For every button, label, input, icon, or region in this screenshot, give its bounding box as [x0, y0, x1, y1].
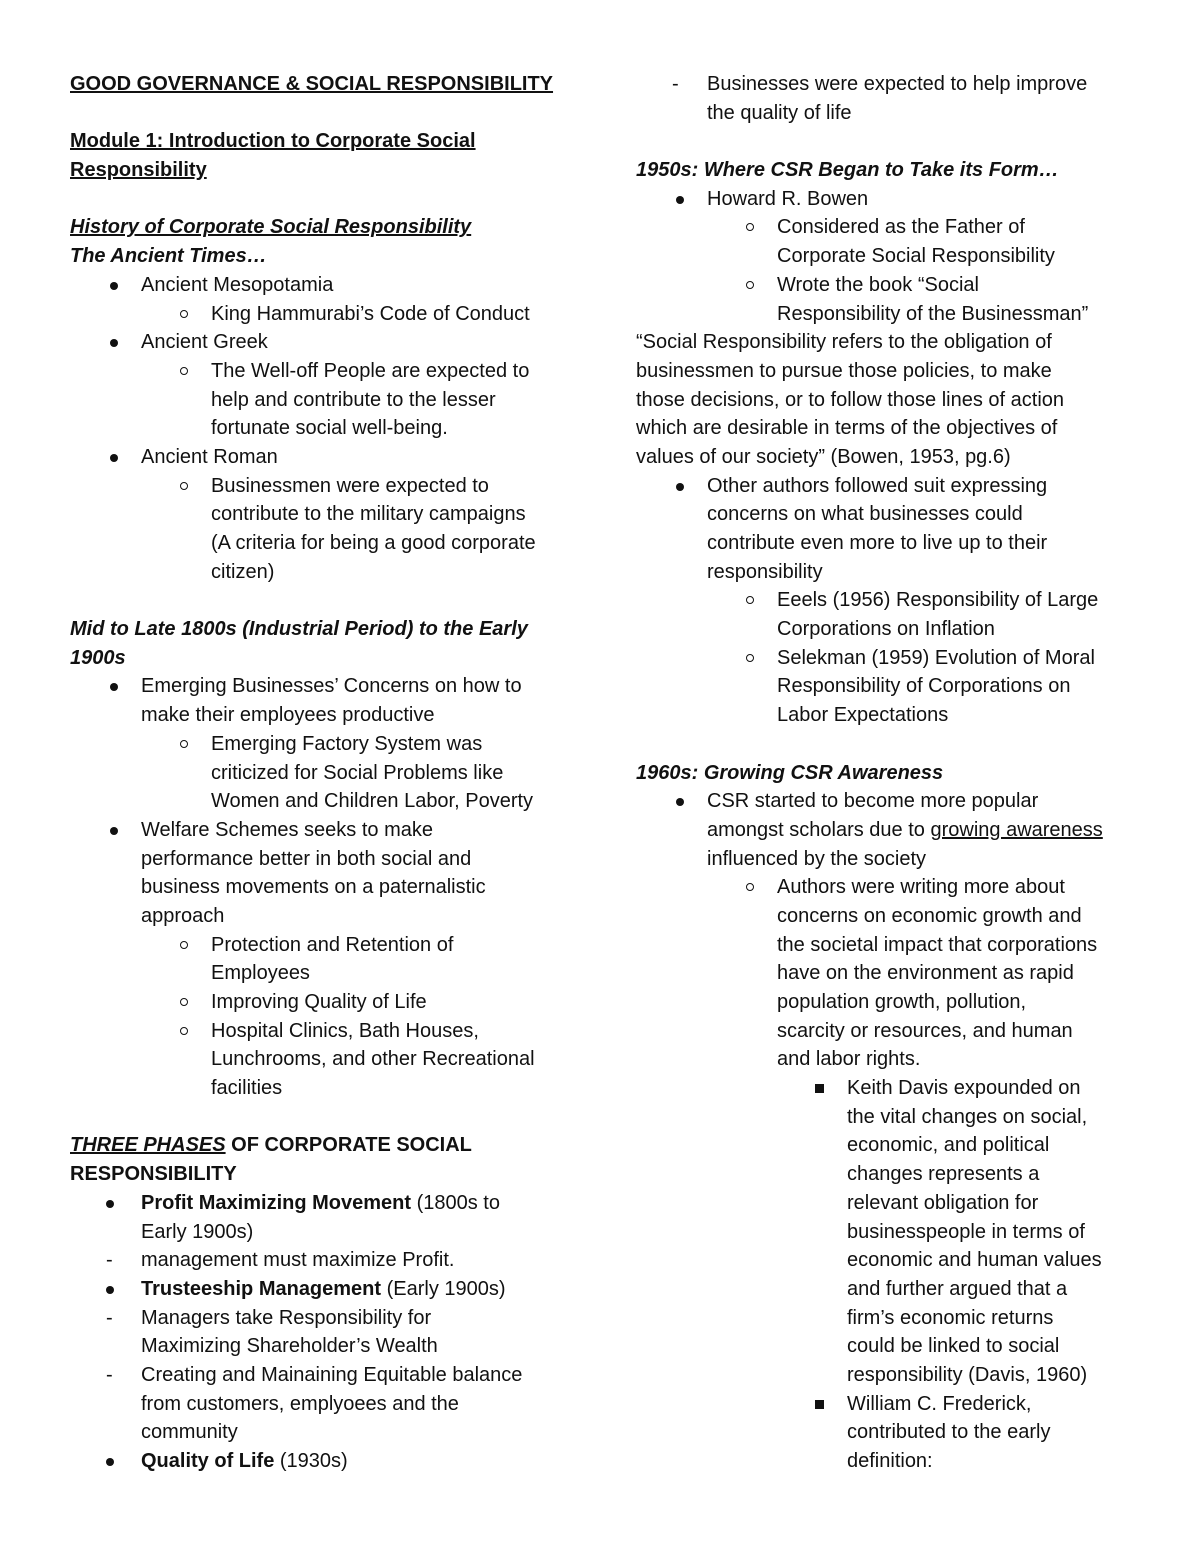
bullet-ancient-greek: Ancient Greek: [70, 328, 580, 357]
bullet-ancient-roman: Ancient Roman: [70, 443, 580, 472]
sub-bullet-greek-line1: The Well-off People are expected to: [70, 357, 580, 386]
sub-bullet-father-line1: Considered as the Father of: [636, 213, 1156, 242]
bullet-profit-line1: Profit Maximizing Movement (1800s to: [70, 1189, 580, 1218]
sub-bullet-greek-line2: help and contribute to the lesser: [211, 388, 496, 411]
bullet-dot-icon: [110, 683, 118, 691]
bullet-profit-line2: Early 1900s): [141, 1220, 254, 1243]
bullet-csr-popular-line1: CSR started to become more popular: [636, 787, 1156, 816]
sub-sub-bullet-davis-line2: the vital changes on social,: [847, 1105, 1088, 1128]
bullet-other-authors-line2: concerns on what businesses could: [707, 503, 1023, 526]
bullet-dot-icon: [110, 282, 118, 290]
bullet-other-authors-line1: Other authors followed suit expressing: [636, 472, 1156, 501]
bullet-circle-icon: [180, 367, 188, 375]
bullet-circle-icon: [180, 310, 188, 318]
bullet-emerging-line1: Emerging Businesses’ Concerns on how to: [70, 672, 580, 701]
bullet-emerging-line2: make their employees productive: [141, 704, 435, 727]
sub-bullet-authors-line4: have on the environment as rapid: [777, 962, 1074, 985]
bullet-square-icon: [815, 1084, 824, 1093]
sub-bullet-roman-line1: Businessmen were expected to: [70, 472, 580, 501]
phases-heading-line1: THREE PHASES OF CORPORATE SOCIAL: [70, 1134, 472, 1157]
sub-bullet-roman-line4: citizen): [211, 560, 275, 583]
subheading-industrial-line2: 1900s: [70, 646, 126, 669]
sub-bullet-roman-line3: (A criteria for being a good corporate: [211, 532, 536, 554]
bullet-circle-icon: [746, 281, 754, 289]
sub-bullet-quality: Improving Quality of Life: [70, 988, 580, 1017]
dash-creating-line2: from customers, emplyoees and the: [141, 1392, 459, 1415]
sub-bullet-eeels-line1: Eeels (1956) Responsibility of Large: [636, 586, 1156, 615]
sub-sub-bullet-davis-line4: changes represents a: [847, 1163, 1040, 1186]
bullet-dot-icon: [676, 196, 684, 204]
sub-sub-bullet-davis-line8: and further argued that a: [847, 1277, 1068, 1300]
phases-heading-line2: RESPONSIBILITY: [70, 1163, 237, 1186]
sub-bullet-selekman-line3: Labor Expectations: [777, 704, 949, 727]
bullet-csr-popular-line2: amongst scholars due to growing awareness: [707, 818, 1103, 841]
module-heading-line1: Module 1: Introduction to Corporate Social: [70, 130, 476, 153]
subheading-1960s: 1960s: Growing CSR Awareness: [636, 761, 944, 784]
sub-sub-bullet-davis-line5: relevant obligation for: [847, 1191, 1039, 1214]
bullet-ancient-mesopotamia: Ancient Mesopotamia: [70, 271, 580, 300]
bullet-dot-icon: [110, 339, 118, 347]
dash-businesses-line1: - Businesses were expected to help improve: [672, 73, 1088, 95]
sub-sub-bullet-davis-line1: Keith Davis expounded on: [636, 1074, 1156, 1103]
sub-bullet-eeels-line2: Corporations on Inflation: [777, 618, 995, 641]
subheading-1950s: 1950s: Where CSR Began to Take its Form…: [636, 159, 1059, 182]
bullet-other-authors-line4: responsibility: [707, 560, 823, 583]
sub-bullet-authors-line6: scarcity or resources, and human: [777, 1019, 1073, 1042]
sub-sub-bullet-davis-line10: could be linked to social: [847, 1335, 1060, 1358]
bullet-dot-icon: [106, 1286, 114, 1294]
sub-sub-bullet-frederick-line2: contributed to the early: [847, 1421, 1051, 1444]
bullet-circle-icon: [746, 223, 754, 231]
sub-bullet-authors-line1: Authors were writing more about: [636, 873, 1156, 902]
sub-sub-bullet-frederick-line3: definition:: [847, 1450, 933, 1472]
bullet-dot-icon: [106, 1458, 114, 1466]
quote-line5: values of our society” (Bowen, 1953, pg.6): [636, 445, 1011, 468]
sub-bullet-protection-line2: Employees: [211, 962, 310, 985]
sub-bullet-book-line2: Responsibility of the Businessman”: [777, 302, 1089, 325]
sub-bullet-hospital-line1: Hospital Clinics, Bath Houses,: [70, 1017, 580, 1046]
bullet-circle-icon: [180, 941, 188, 949]
sub-bullet-authors-line3: the societal impact that corporations: [777, 933, 1098, 956]
sub-bullet-hospital-line2: Lunchrooms, and other Recreational: [211, 1048, 535, 1071]
sub-sub-bullet-davis-line3: economic, and political: [847, 1134, 1050, 1157]
sub-bullet-selekman-line1: Selekman (1959) Evolution of Moral: [636, 644, 1156, 673]
sub-bullet-greek-line3: fortunate social well-being.: [211, 417, 448, 440]
module-heading-line2: Responsibility: [70, 159, 207, 182]
sub-bullet-factory-line2: criticized for Social Problems like: [211, 761, 504, 784]
right-column: [636, 70, 1156, 1476]
bullet-circle-icon: [180, 1027, 188, 1035]
bullet-dot-icon: [106, 1200, 114, 1208]
bullet-square-icon: [815, 1400, 824, 1409]
dash-creating-line1: - Creating and Mainaining Equitable balance: [106, 1363, 523, 1386]
dash-managers-line1: - Managers take Responsibility for: [106, 1306, 432, 1329]
subheading-industrial-line1: Mid to Late 1800s (Industrial Period) to the Early: [70, 618, 528, 641]
sub-bullet-factory-line1: Emerging Factory System was: [70, 730, 580, 759]
sub-sub-bullet-frederick-line1: William C. Frederick,: [636, 1390, 1156, 1419]
sub-bullet-factory-line3: Women and Children Labor, Poverty: [211, 790, 534, 813]
sub-sub-bullet-davis-line6: businesspeople in terms of: [847, 1220, 1085, 1243]
bullet-dot-icon: [676, 483, 684, 491]
sub-bullet-authors-line2: concerns on economic growth and: [777, 904, 1082, 927]
bullet-quality-of-life: Quality of Life (1930s): [70, 1447, 580, 1476]
bullet-welfare-line1: Welfare Schemes seeks to make: [70, 816, 580, 845]
bullet-other-authors-line3: contribute even more to live up to their: [707, 532, 1048, 554]
bullet-circle-icon: [746, 883, 754, 891]
bullet-circle-icon: [180, 482, 188, 490]
bullet-welfare-line3: business movements on a paternalistic: [141, 876, 486, 899]
sub-bullet-authors-line7: and labor rights.: [777, 1048, 921, 1071]
dash-management: - management must maximize Profit.: [106, 1249, 455, 1272]
sub-bullet-hammurabi: King Hammurabi’s Code of Conduct: [70, 300, 580, 329]
bullet-trusteeship: Trusteeship Management (Early 1900s): [70, 1275, 580, 1304]
bullet-circle-icon: [180, 740, 188, 748]
sub-bullet-authors-line5: population growth, pollution,: [777, 991, 1027, 1013]
sub-bullet-father-line2: Corporate Social Responsibility: [777, 245, 1055, 268]
bullet-dot-icon: [676, 798, 684, 806]
bullet-bowen: Howard R. Bowen: [636, 185, 1156, 214]
left-column: [70, 70, 580, 1476]
bullet-dot-icon: [110, 827, 118, 835]
quote-line1: “Social Responsibility refers to the obligation of: [636, 331, 1052, 354]
bullet-welfare-line2: performance better in both social and: [141, 847, 472, 870]
sub-bullet-hospital-line3: facilities: [211, 1077, 283, 1100]
dash-creating-line3: community: [141, 1421, 238, 1444]
bullet-csr-popular-line3: influenced by the society: [707, 847, 927, 870]
dash-businesses-line2: the quality of life: [707, 101, 852, 124]
bullet-circle-icon: [746, 596, 754, 604]
sub-sub-bullet-davis-line11: responsibility (Davis, 1960): [847, 1363, 1088, 1386]
bullet-welfare-line4: approach: [141, 904, 225, 927]
sub-bullet-book-line1: Wrote the book “Social: [636, 271, 1156, 300]
bullet-circle-icon: [180, 998, 188, 1006]
sub-sub-bullet-davis-line9: firm’s economic returns: [847, 1306, 1054, 1329]
document-title: GOOD GOVERNANCE & SOCIAL RESPONSIBILITY: [70, 73, 554, 95]
sub-bullet-selekman-line2: Responsibility of Corporations on: [777, 675, 1071, 698]
quote-line2: businessmen to pursue those policies, to make: [636, 359, 1052, 382]
bullet-dot-icon: [110, 454, 118, 462]
dash-managers-line2: Maximizing Shareholder’s Wealth: [141, 1335, 438, 1358]
bullet-circle-icon: [746, 654, 754, 662]
quote-line4: which are desirable in terms of the objectives of: [636, 417, 1058, 440]
subheading-ancient-times: The Ancient Times…: [70, 245, 267, 268]
sub-bullet-roman-line2: contribute to the military campaigns: [211, 503, 526, 526]
quote-line3: those decisions, or to follow those lines of action: [636, 388, 1065, 411]
section-heading-history: History of Corporate Social Responsibility: [70, 216, 472, 239]
sub-bullet-protection-line1: Protection and Retention of: [70, 931, 580, 960]
sub-sub-bullet-davis-line7: economic and human values: [847, 1249, 1102, 1272]
